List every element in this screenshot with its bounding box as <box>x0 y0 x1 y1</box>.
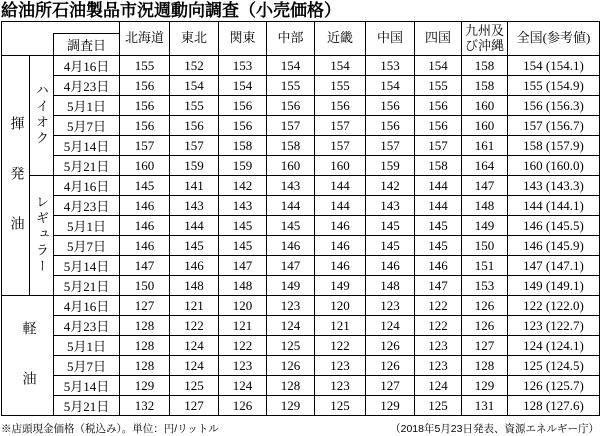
price-value: 124 <box>415 376 462 396</box>
price-value: 143 <box>366 196 415 216</box>
price-value: 145 <box>415 216 462 236</box>
survey-date: 4月23日 <box>54 76 120 96</box>
price-value: 156 <box>415 116 462 136</box>
price-value: 157 <box>120 136 170 156</box>
price-value: 132 <box>120 396 170 416</box>
survey-date-header: 調査日 <box>53 33 119 55</box>
price-value: 143 <box>267 176 315 196</box>
price-value: 146 <box>120 236 170 256</box>
price-value: 158 <box>219 136 267 156</box>
price-value: 126 <box>366 336 415 356</box>
price-value: 122 <box>315 336 366 356</box>
corner-cell <box>2 22 120 56</box>
table-row <box>2 136 600 156</box>
price-value: 147 <box>120 256 170 276</box>
price-value: 147 <box>462 176 508 196</box>
subcategory-label: レギュラー <box>34 194 49 275</box>
price-value: 158 <box>415 156 462 176</box>
price-value: 151 <box>462 256 508 276</box>
price-value: 156 <box>170 116 219 136</box>
column-header: 東北 <box>170 22 219 56</box>
price-value: 122 <box>415 316 462 336</box>
price-value: 126 <box>267 356 315 376</box>
footer-note: ※店頭現金価格（税込み）。単位：円/リットル <box>1 422 219 435</box>
price-value: 155 <box>267 76 315 96</box>
survey-date: 5月1日 <box>54 336 120 356</box>
survey-date: 5月21日 <box>54 396 120 416</box>
price-value: 126 <box>219 396 267 416</box>
price-value: 160 <box>120 156 170 176</box>
price-value: 124 <box>267 316 315 336</box>
price-value: 156 <box>267 96 315 116</box>
column-header: 中部 <box>267 22 315 56</box>
price-value: 129 <box>267 396 315 416</box>
price-value: 123 <box>315 376 366 396</box>
price-value: 144 <box>170 216 219 236</box>
price-value: 160 <box>462 116 508 136</box>
price-value: 146 <box>267 236 315 256</box>
price-value: 149 <box>315 276 366 296</box>
survey-date: 4月16日 <box>54 176 120 196</box>
price-value: 143 <box>219 196 267 216</box>
price-value: 142 <box>219 176 267 196</box>
price-value: 121 <box>315 316 366 336</box>
price-value: 157 <box>315 116 366 136</box>
price-value: 158 <box>462 76 508 96</box>
price-value: 156 <box>366 116 415 136</box>
price-value: 127 <box>170 396 219 416</box>
table-row <box>2 116 600 136</box>
price-value: 154 <box>415 56 462 76</box>
price-value: 146 (145.9) <box>508 236 600 256</box>
survey-date: 5月7日 <box>54 236 120 256</box>
price-value: 124 <box>219 376 267 396</box>
price-value: 146 <box>366 256 415 276</box>
price-value: 156 <box>120 96 170 116</box>
price-value: 154 (154.1) <box>508 56 600 76</box>
price-value: 159 <box>366 156 415 176</box>
price-value: 123 (122.7) <box>508 316 600 336</box>
price-value: 154 <box>315 56 366 76</box>
price-value: 123 <box>315 356 366 376</box>
table-row <box>2 156 600 176</box>
price-value: 146 <box>315 236 366 256</box>
price-value: 125 <box>315 396 366 416</box>
price-value: 144 (144.1) <box>508 196 600 216</box>
price-value: 128 <box>120 336 170 356</box>
price-value: 156 (156.3) <box>508 96 600 116</box>
survey-date: 5月14日 <box>54 136 120 156</box>
price-value: 124 (124.1) <box>508 336 600 356</box>
price-value: 128 <box>120 316 170 336</box>
price-value: 128 <box>462 356 508 376</box>
price-value: 128 (127.6) <box>508 396 600 416</box>
subcategory-cell <box>30 56 54 176</box>
price-value: 145 <box>120 176 170 196</box>
price-value: 160 <box>267 156 315 176</box>
price-value: 156 <box>219 116 267 136</box>
table-row <box>2 316 600 336</box>
survey-date: 5月7日 <box>54 116 120 136</box>
price-value: 120 <box>315 296 366 316</box>
price-value: 125 <box>170 376 219 396</box>
category-label: 軽油 <box>20 321 36 421</box>
subcategory-cell <box>30 176 54 296</box>
table-row <box>2 336 600 356</box>
price-value: 154 <box>219 76 267 96</box>
price-value: 155 (154.9) <box>508 76 600 96</box>
price-value: 157 <box>315 136 366 156</box>
price-value: 160 (160.0) <box>508 156 600 176</box>
table-row <box>2 236 600 256</box>
header-row <box>2 22 600 56</box>
price-value: 122 <box>170 316 219 336</box>
survey-date: 5月1日 <box>54 216 120 236</box>
price-value: 124 <box>170 356 219 376</box>
table-row <box>2 96 600 116</box>
column-header: 九州及び沖縄 <box>462 22 508 56</box>
price-value: 123 <box>366 296 415 316</box>
price-value: 148 <box>170 276 219 296</box>
price-value: 144 <box>267 196 315 216</box>
price-value: 145 <box>267 216 315 236</box>
price-value: 155 <box>315 76 366 96</box>
price-value: 145 <box>415 236 462 256</box>
table-header <box>2 22 600 56</box>
table-row <box>2 356 600 376</box>
price-value: 121 <box>170 296 219 316</box>
price-value: 123 <box>267 296 315 316</box>
price-value: 143 (143.3) <box>508 176 600 196</box>
price-value: 144 <box>315 176 366 196</box>
survey-date: 4月23日 <box>54 196 120 216</box>
category-cell <box>2 296 54 421</box>
price-value: 164 <box>462 156 508 176</box>
column-header: 関東 <box>219 22 267 56</box>
price-value: 152 <box>170 56 219 76</box>
column-header: 中国 <box>366 22 415 56</box>
price-value: 124 <box>366 316 415 336</box>
price-value: 153 <box>219 56 267 76</box>
price-value: 147 (147.1) <box>508 256 600 276</box>
price-value: 125 <box>267 336 315 356</box>
table-row <box>2 76 600 96</box>
price-value: 149 <box>462 216 508 236</box>
price-value: 160 <box>315 156 366 176</box>
price-value: 155 <box>170 96 219 116</box>
price-value: 156 <box>315 96 366 116</box>
price-value: 143 <box>170 196 219 216</box>
footer <box>1 416 599 436</box>
price-value: 145 <box>366 236 415 256</box>
price-value: 129 <box>366 396 415 416</box>
price-value: 126 <box>462 296 508 316</box>
price-value: 159 <box>170 156 219 176</box>
price-value: 144 <box>415 176 462 196</box>
price-value: 144 <box>415 196 462 216</box>
survey-date: 5月21日 <box>54 156 120 176</box>
price-value: 126 <box>462 316 508 336</box>
table-row <box>2 216 600 236</box>
price-value: 148 <box>219 276 267 296</box>
price-value: 153 <box>462 276 508 296</box>
price-value: 122 <box>219 336 267 356</box>
price-value: 156 <box>415 96 462 116</box>
price-value: 148 <box>366 276 415 296</box>
footer-source: （2018年5月23日発表、資源エネルギー庁） <box>390 422 599 435</box>
category-label: 揮発油 <box>8 116 24 266</box>
column-header: 北海道 <box>120 22 170 56</box>
price-value: 145 <box>219 216 267 236</box>
price-value: 125 <box>415 396 462 416</box>
price-value: 154 <box>366 76 415 96</box>
survey-date: 5月14日 <box>54 256 120 276</box>
price-value: 157 <box>366 136 415 156</box>
price-value: 120 <box>219 296 267 316</box>
price-value: 127 <box>366 376 415 396</box>
table-body <box>2 56 600 421</box>
price-value: 157 <box>415 136 462 156</box>
price-value: 144 <box>315 196 366 216</box>
price-value: 153 <box>366 56 415 76</box>
price-value: 155 <box>415 76 462 96</box>
price-value: 149 <box>267 276 315 296</box>
price-value: 147 <box>267 256 315 276</box>
price-value: 154 <box>170 76 219 96</box>
table-row <box>2 376 600 396</box>
price-value: 159 <box>219 156 267 176</box>
table-row <box>2 256 600 276</box>
price-value: 157 <box>170 136 219 156</box>
price-value: 124 <box>170 336 219 356</box>
price-value: 123 <box>219 356 267 376</box>
price-value: 150 <box>120 276 170 296</box>
price-value: 156 <box>120 116 170 136</box>
table-row <box>2 296 600 316</box>
price-value: 149 (149.1) <box>508 276 600 296</box>
price-value: 147 <box>219 256 267 276</box>
price-value: 141 <box>170 176 219 196</box>
survey-date: 5月1日 <box>54 96 120 116</box>
price-value: 154 <box>267 56 315 76</box>
price-value: 129 <box>120 376 170 396</box>
price-value: 128 <box>267 376 315 396</box>
survey-date: 4月23日 <box>54 316 120 336</box>
price-value: 126 <box>366 356 415 376</box>
price-value: 145 <box>170 236 219 256</box>
price-value: 147 <box>415 276 462 296</box>
price-value: 160 <box>462 96 508 116</box>
price-value: 146 <box>415 256 462 276</box>
price-value: 157 (156.7) <box>508 116 600 136</box>
price-value: 122 <box>415 296 462 316</box>
price-value: 128 <box>120 356 170 376</box>
price-value: 131 <box>462 396 508 416</box>
price-value: 158 <box>267 136 315 156</box>
column-header: 全国(参考値) <box>508 22 600 56</box>
price-value: 142 <box>366 176 415 196</box>
table-row <box>2 56 600 76</box>
price-value: 146 (145.5) <box>508 216 600 236</box>
price-value: 146 <box>170 256 219 276</box>
price-value: 156 <box>120 76 170 96</box>
price-value: 158 <box>462 56 508 76</box>
price-value: 156 <box>219 96 267 116</box>
price-value: 145 <box>366 216 415 236</box>
survey-date: 5月7日 <box>54 356 120 376</box>
table-row <box>2 196 600 216</box>
table-row <box>2 396 600 416</box>
price-value: 123 <box>415 336 462 356</box>
price-value: 157 <box>267 116 315 136</box>
price-value: 127 <box>462 336 508 356</box>
column-header: 近畿 <box>315 22 366 56</box>
price-value: 155 <box>120 56 170 76</box>
survey-date: 4月16日 <box>54 296 120 316</box>
price-value: 156 <box>366 96 415 116</box>
price-value: 125 (124.5) <box>508 356 600 376</box>
column-header: 四国 <box>415 22 462 56</box>
price-value: 146 <box>120 216 170 236</box>
survey-date: 5月14日 <box>54 376 120 396</box>
price-value: 127 <box>120 296 170 316</box>
price-value: 150 <box>462 236 508 256</box>
price-value: 121 <box>219 316 267 336</box>
price-value: 145 <box>219 236 267 256</box>
price-value: 123 <box>415 356 462 376</box>
price-value: 122 (122.0) <box>508 296 600 316</box>
survey-date: 4月16日 <box>54 56 120 76</box>
table-row <box>2 176 600 196</box>
price-table <box>1 21 600 421</box>
subcategory-label: ハイオク <box>34 82 49 147</box>
price-value: 148 <box>462 196 508 216</box>
price-value: 158 (157.9) <box>508 136 600 156</box>
page-title: 給油所石油製品市況週動向調査（小売価格） <box>1 1 341 20</box>
price-value: 129 <box>462 376 508 396</box>
category-cell <box>2 56 30 296</box>
table-row <box>2 276 600 296</box>
price-value: 146 <box>120 196 170 216</box>
price-value: 146 <box>315 256 366 276</box>
price-value: 146 <box>315 216 366 236</box>
survey-date: 5月21日 <box>54 276 120 296</box>
price-value: 161 <box>462 136 508 156</box>
price-value: 126 (125.7) <box>508 376 600 396</box>
